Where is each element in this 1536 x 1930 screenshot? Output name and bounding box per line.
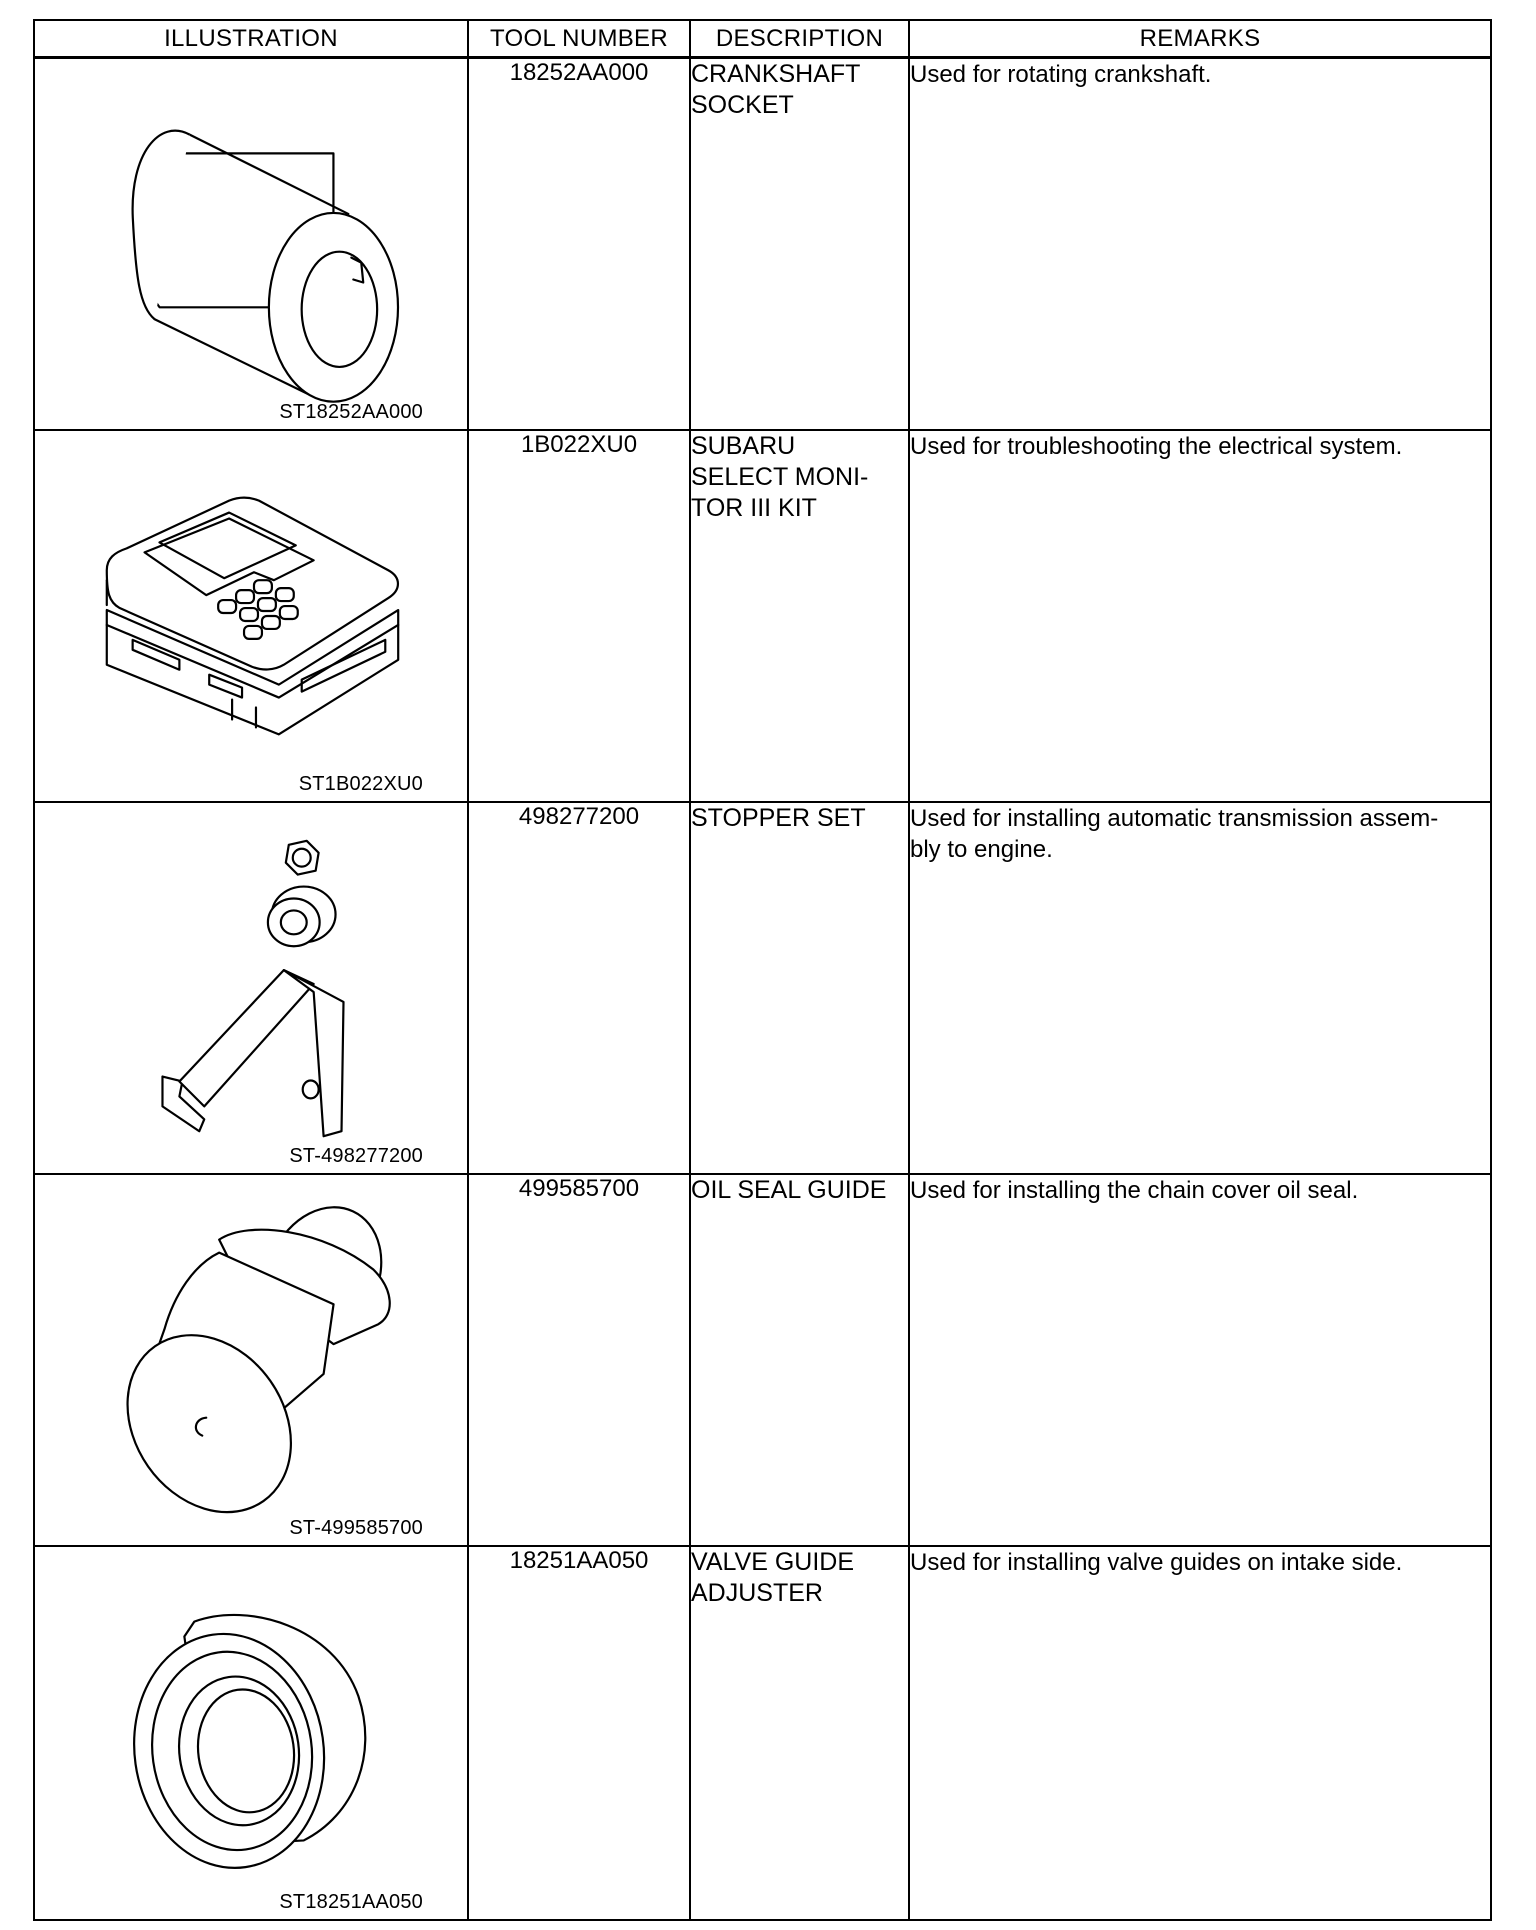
remarks-line: bly to engine. bbox=[910, 835, 1053, 863]
illustration-code: ST-499585700 bbox=[289, 1516, 423, 1539]
table-row bbox=[34, 58, 1491, 430]
stopper-set-icon bbox=[35, 803, 467, 1173]
select-monitor-icon bbox=[35, 431, 467, 801]
table-row bbox=[34, 430, 1491, 802]
header-remarks: REMARKS bbox=[909, 20, 1491, 58]
description-cell bbox=[690, 802, 909, 1174]
remarks-line: Used for rotating crankshaft. bbox=[910, 61, 1212, 88]
remarks-line: Used for installing valve guides on intake side. bbox=[910, 1548, 1403, 1576]
tool-number-cell: 499585700 bbox=[468, 1174, 690, 1546]
remarks-cell bbox=[909, 430, 1491, 802]
description-cell bbox=[690, 1546, 909, 1920]
description-line: ADJUSTER bbox=[691, 1578, 823, 1607]
remarks-cell bbox=[909, 1546, 1491, 1920]
description-line: STOPPER SET bbox=[691, 803, 866, 832]
valve-guide-adjuster-icon bbox=[35, 1547, 467, 1919]
table-header-row bbox=[34, 20, 1491, 58]
table-row bbox=[34, 1174, 1491, 1546]
tool-number-cell: 18251AA050 bbox=[468, 1546, 690, 1920]
header-illustration: ILLUSTRATION bbox=[34, 20, 468, 58]
description-line: SELECT MONI- bbox=[691, 462, 869, 491]
description-line: SOCKET bbox=[691, 91, 794, 119]
description-line: TOR III KIT bbox=[691, 493, 817, 522]
description-cell bbox=[690, 430, 909, 802]
illustration-code: ST18251AA050 bbox=[279, 1890, 423, 1913]
crankshaft-socket-icon bbox=[35, 59, 467, 429]
description-line: SUBARU bbox=[691, 431, 796, 460]
illustration-cell bbox=[34, 58, 468, 430]
illustration-cell bbox=[34, 1546, 468, 1920]
illustration-cell bbox=[34, 802, 468, 1174]
remarks-cell bbox=[909, 1174, 1491, 1546]
special-tools-table bbox=[33, 19, 1492, 1921]
oil-seal-guide-icon bbox=[35, 1175, 467, 1545]
illustration-code: ST-498277200 bbox=[289, 1144, 423, 1167]
table-row bbox=[34, 1546, 1491, 1920]
header-description: DESCRIPTION bbox=[690, 20, 909, 58]
tool-number-cell: 1B022XU0 bbox=[468, 430, 690, 802]
table-row bbox=[34, 802, 1491, 1174]
remarks-cell bbox=[909, 802, 1491, 1174]
description-line: OIL SEAL GUIDE bbox=[691, 1175, 887, 1204]
description-cell bbox=[690, 58, 909, 430]
tool-number-cell: 498277200 bbox=[468, 802, 690, 1174]
description-line: VALVE GUIDE bbox=[691, 1547, 855, 1576]
tool-number-cell: 18252AA000 bbox=[468, 58, 690, 430]
illustration-code: ST1B022XU0 bbox=[298, 772, 423, 795]
illustration-code: ST18252AA000 bbox=[279, 400, 423, 423]
remarks-line: Used for troubleshooting the electrical system. bbox=[910, 432, 1403, 460]
illustration-cell bbox=[34, 430, 468, 802]
description-line: CRANKSHAFT bbox=[691, 60, 861, 88]
remarks-line: Used for installing automatic transmission assem- bbox=[910, 804, 1439, 832]
description-cell bbox=[690, 1174, 909, 1546]
illustration-cell bbox=[34, 1174, 468, 1546]
header-tool-number: TOOL NUMBER bbox=[468, 20, 690, 58]
remarks-line: Used for installing the chain cover oil seal. bbox=[910, 1176, 1359, 1204]
remarks-cell bbox=[909, 58, 1491, 430]
